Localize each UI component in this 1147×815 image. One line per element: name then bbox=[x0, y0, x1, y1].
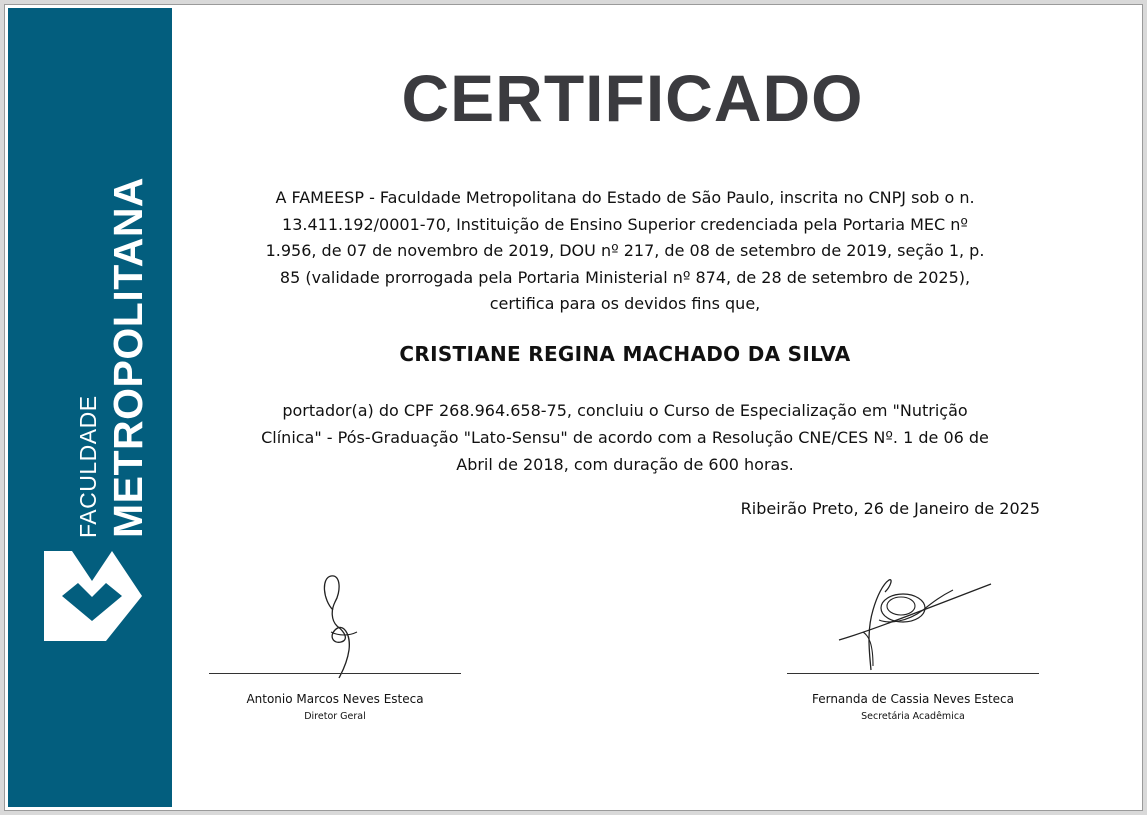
brand-line-2: METROPOLITANA bbox=[105, 176, 151, 538]
signer-1-role: Diretor Geral bbox=[304, 711, 366, 722]
brand-wordmark bbox=[8, 8, 172, 548]
intro-line: A FAMEESP - Faculdade Metropolitana do Estado de São Paulo, inscrita no CNPJ sob o n. bbox=[275, 188, 975, 207]
recipient-name: CRISTIANE REGINA MACHADO DA SILVA bbox=[399, 342, 851, 366]
place-date: Ribeirão Preto, 26 de Janeiro de 2025 bbox=[740, 499, 1040, 518]
intro-line: 13.411.192/0001-70, Instituição de Ensino Superior credenciada pela Portaria MEC nº bbox=[282, 214, 968, 234]
signer-1-name: Antonio Marcos Neves Esteca bbox=[246, 692, 424, 706]
brand-line-1: FACULDADE bbox=[75, 395, 101, 538]
signature-2-line bbox=[787, 673, 1039, 674]
completion-line: Abril de 2018, com duração de 600 horas. bbox=[456, 455, 794, 474]
signer-2-name: Fernanda de Cassia Neves Esteca bbox=[811, 692, 1015, 706]
completion-line: portador(a) do CPF 268.964.658-75, concluiu o Curso de Especialização em "Nutrição bbox=[282, 401, 968, 420]
completion-line: Clínica" - Pós-Graduação "Lato-Sensu" de acordo com a Resolução CNE/CES Nº. 1 de 06 de bbox=[261, 428, 989, 447]
brand-sidebar bbox=[8, 8, 172, 807]
certificate-title: CERTIFICADO bbox=[401, 61, 864, 135]
faculdade-metropolitana-logo-icon bbox=[44, 551, 142, 641]
signer-2-role: Secretária Acadêmica bbox=[861, 711, 965, 722]
intro-line: 1.956, de 07 de novembro de 2019, DOU nº 217, de 08 de setembro de 2019, seção 1, p. bbox=[265, 241, 985, 260]
intro-paragraph bbox=[205, 185, 1045, 318]
certificate-page bbox=[4, 4, 1143, 811]
intro-line: certifica para os devidos fins que, bbox=[489, 294, 761, 313]
signature-1-line bbox=[209, 673, 461, 674]
signature-1-handwriting bbox=[305, 570, 365, 680]
intro-line: 85 (validade prorrogada pela Portaria Ministerial nº 874, de 28 de setembro de 2025), bbox=[279, 267, 971, 287]
signature-2-handwriting bbox=[833, 570, 998, 680]
completion-paragraph bbox=[205, 397, 1045, 478]
